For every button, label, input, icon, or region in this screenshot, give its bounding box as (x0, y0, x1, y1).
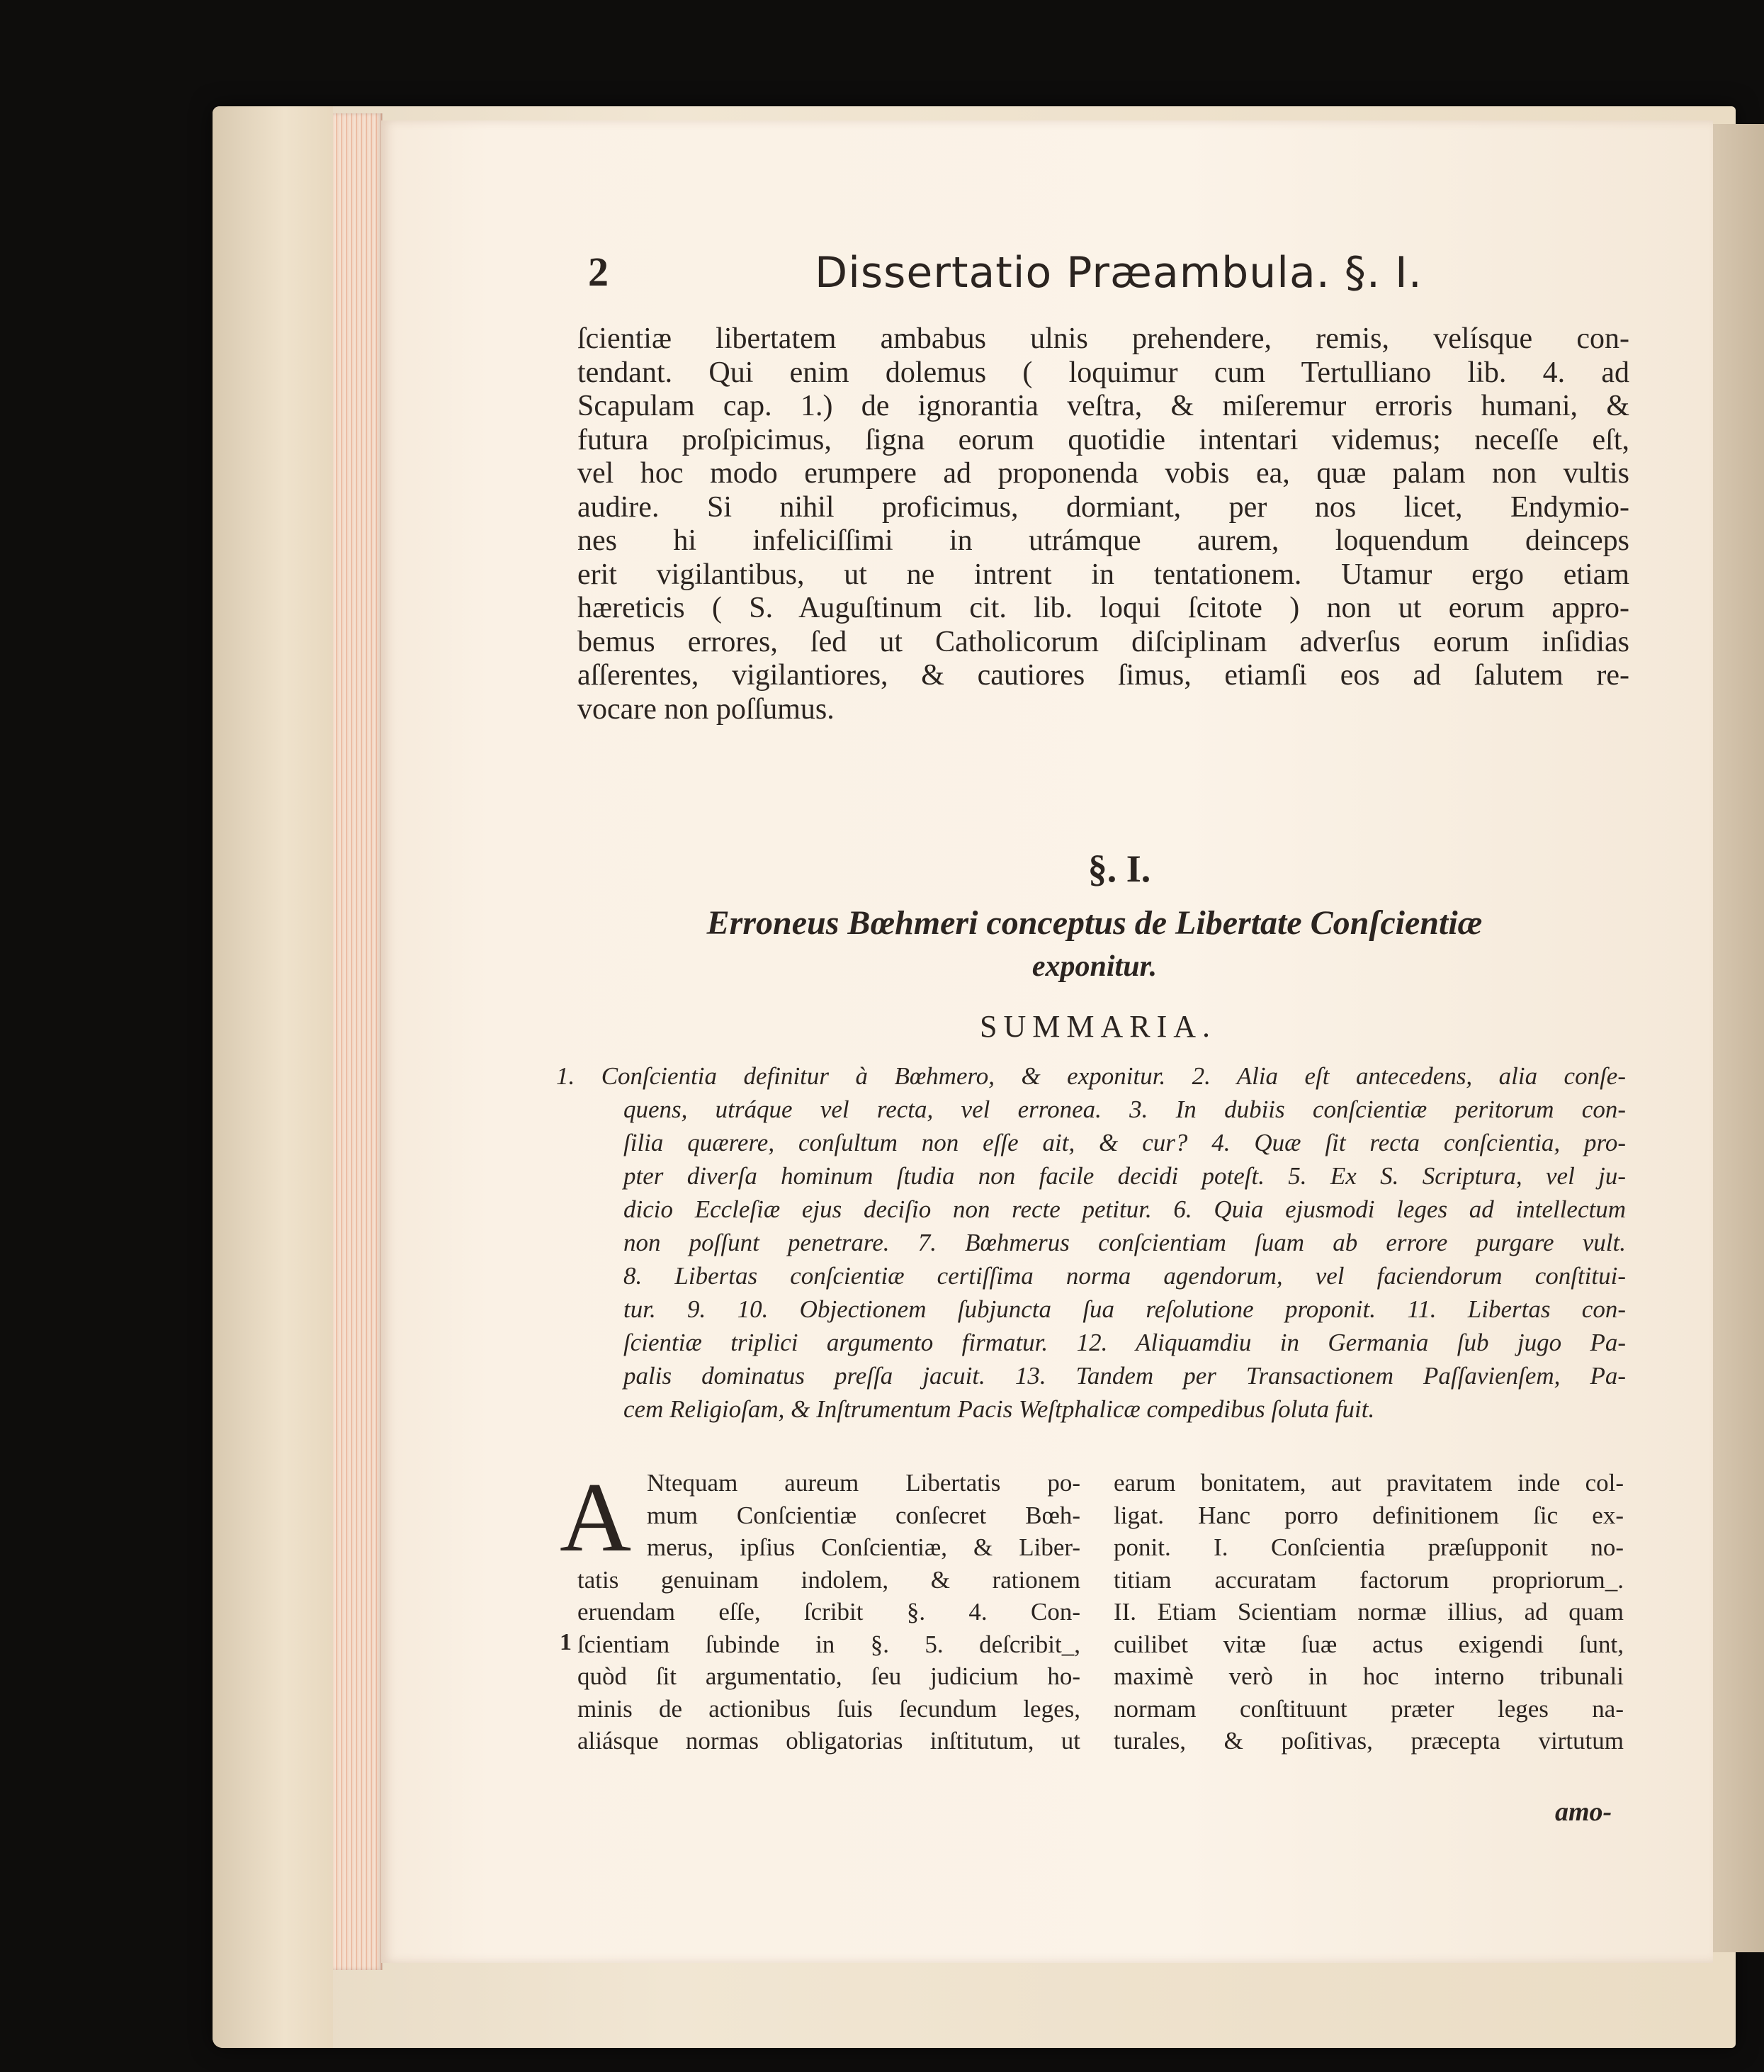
catchword: amo- (1555, 1797, 1612, 1827)
preamble-text (577, 322, 1629, 726)
running-title: Dissertatio Præambula. §. I. (815, 248, 1423, 298)
summary-line: ſilia quærere, conſultum non eſſe ait, & cur? 4. Quæ ſit recta conſcientia, pro- (623, 1129, 1626, 1156)
section-title-cont: exponitur. (1031, 950, 1158, 983)
column-line: titiam accuratam factorum propriorum_. (1114, 1565, 1624, 1594)
text-line: vocare non poſſumus. (577, 692, 835, 726)
text-line: aſſerentes, vigilantiores, & cautiores ſimus, etiamſi eos ad ſalutem re- (577, 659, 1629, 692)
section-title: Erroneus Bœhmeri conceptus de Libertate Conſcientiæ (706, 904, 1483, 942)
column-line: aliásque normas obligatorias inſtitutum, ut (577, 1727, 1080, 1755)
column-line: ſcientiam ſubinde in §. 5. deſcribit_, (577, 1630, 1080, 1658)
column-line: Ntequam aureum Libertatis po- (647, 1469, 1080, 1497)
text-line: futura proſpicimus, ſigna eorum quotidie intentari videmus; neceſſe eſt, (577, 423, 1629, 456)
text-line: erit vigilantibus, ut ne intrent in tentationem. Utamur ergo etiam (577, 558, 1629, 591)
summary-line: palis dominatus preſſa jacuit. 13. Tandem per Transactionem Paſſavienſem, Pa- (623, 1362, 1626, 1390)
column-line: minis de actionibus ſuis ſecundum leges, (577, 1694, 1080, 1723)
column-line: normam conſtituunt præter leges na- (1114, 1694, 1624, 1723)
drop-cap: A (560, 1463, 632, 1572)
summary-line: cem Religioſam, & Inſtrumentum Pacis Weſtphalicæ compedibus ſoluta fuit. (623, 1395, 1375, 1423)
summary-line: quens, utráque vel recta, vel erronea. 3. In dubiis conſcientiæ peritorum con- (623, 1096, 1626, 1123)
summary-line: ſcientiæ triplici argumento firmatur. 12. Aliquamdiu in Germania ſub jugo Pa- (623, 1329, 1626, 1356)
summary-line: pter diverſa hominum ſtudia non facile decidi poteſt. 5. Ex S. Scriptura, vel ju- (623, 1162, 1626, 1190)
summary-block (556, 1059, 1626, 1426)
page-header (588, 248, 1423, 312)
column-line: ligat. Hanc porro definitionem ſic ex- (1114, 1501, 1624, 1529)
column-line: quòd ſit argumentatio, ſeu judicium ho- (577, 1662, 1080, 1690)
summary-line: 8. Libertas conſcientiæ certiſſima norma agendorum, vel faciendorum conſtitui- (623, 1262, 1626, 1290)
body-column-left (577, 1467, 1080, 1757)
summary-line: tur. 9. 10. Objectionem ſubjuncta ſua reſolutione proponit. 11. Libertas con- (623, 1295, 1626, 1323)
text-line: ſcientiæ libertatem ambabus ulnis prehendere, remis, velísque con- (577, 322, 1629, 355)
column-line: merus, ipſius Conſcientiæ, & Liber- (647, 1533, 1080, 1561)
page-number: 2 (588, 249, 609, 295)
column-line: earum bonitatem, aut pravitatem inde col- (1114, 1469, 1624, 1497)
summaria-heading: SUMMARIA. (979, 1009, 1217, 1044)
column-line: turales, & poſitivas, præcepta virtutum (1114, 1727, 1624, 1755)
text-line: vel hoc modo erumpere ad proponenda vobis ea, quæ palam non vultis (577, 457, 1629, 490)
text-line: Scapulam cap. 1.) de ignorantia veſtra, & miſeremur erroris humani, & (577, 390, 1629, 422)
text-line: nes hi infeliciſſimi in utrámque aurem, loquendum deinceps (577, 524, 1629, 557)
column-line: maximè verò in hoc interno tribunali (1114, 1662, 1624, 1690)
text-line: audire. Si nihil proficimus, dormiant, per nos licet, Endymio- (577, 490, 1629, 524)
column-line: ponit. I. Conſcientia præſupponit no- (1114, 1533, 1624, 1561)
column-line: tatis genuinam indolem, & rationem (577, 1565, 1080, 1594)
summary-line: dicio Eccleſiæ ejus deciſio non recte petitur. 6. Quia ejusmodi leges ad intellectum (623, 1195, 1626, 1223)
body-column-right (1114, 1467, 1624, 1757)
book-cover-edge (213, 106, 333, 2048)
text-line: hæreticis ( S. Auguſtinum cit. lib. loqui ſcitote ) non ut eorum appro- (577, 592, 1629, 624)
section-number: §. I. (1087, 848, 1151, 890)
facing-page-edge (1707, 124, 1764, 1952)
summary-line: non poſſunt penetrare. 7. Bœhmerus conſcientiam ſuam ab errore purgare vult. (623, 1229, 1626, 1256)
summary-line: 1. Conſcientia definitur à Bœhmero, & exponitur. 2. Alia eſt antecedens, alia conſe- (556, 1062, 1626, 1090)
page-edges (333, 113, 383, 1970)
margin-number: 1 (560, 1629, 572, 1655)
text-line: bemus errores, ſed ut Catholicorum diſciplinam adverſus eorum inſidias (577, 625, 1629, 658)
column-line: mum Conſcientiæ conſecret Bœh- (647, 1501, 1080, 1529)
column-line: cuilibet vitæ ſuæ actus exigendi ſunt, (1114, 1630, 1624, 1658)
column-line: II. Etiam Scientiam normæ illius, ad quam (1114, 1598, 1624, 1626)
text-line: tendant. Qui enim dolemus ( loquimur cum Tertulliano lib. 4. ad (577, 356, 1629, 389)
column-line: eruendam eſſe, ſcribit §. 4. Con- (577, 1598, 1080, 1626)
